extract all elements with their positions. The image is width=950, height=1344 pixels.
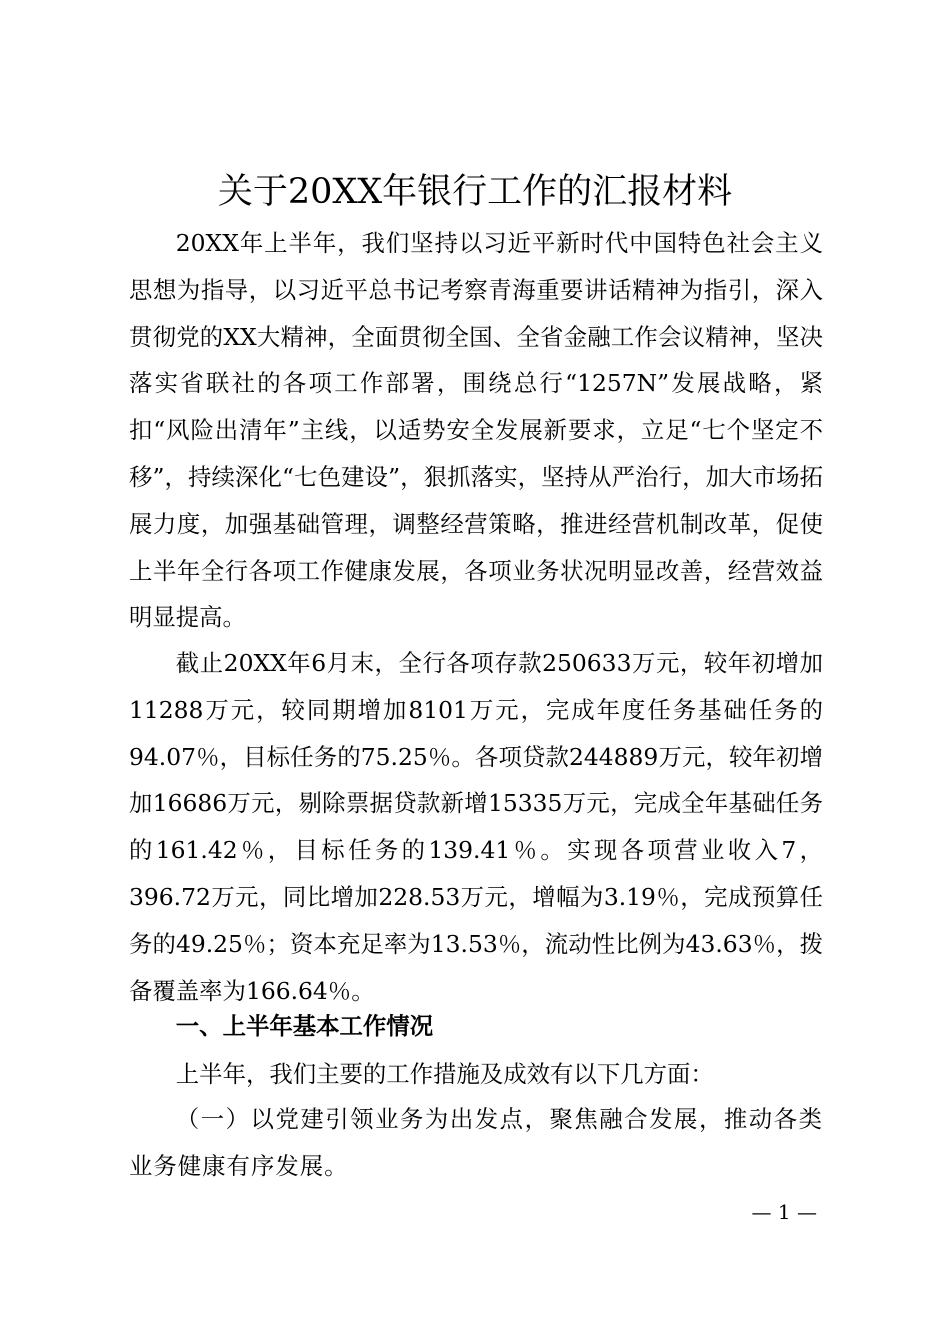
subsection-heading: （一）以党建引领业务为出发点，聚焦融合发展，推动各类业务健康有序发展。 (129, 1105, 823, 1180)
section-intro-block (129, 1051, 823, 1098)
document-title: 关于20XX年银行工作的汇报材料 (217, 172, 733, 212)
section-intro: 上半年，我们主要的工作措施及成效有以下几方面： (175, 1060, 714, 1088)
page-number: — 1 — (751, 1200, 817, 1224)
subsection-block (129, 1096, 823, 1190)
paragraph-summary (129, 220, 823, 641)
section-heading: 一、上半年基本工作情况 (175, 1012, 434, 1040)
paragraph-text: 20XX年上半年，我们坚持以习近平新时代中国特色社会主义思想为指导，以习近平总书记考察青海重要讲话精神为指引，深入贯彻党的XX大精神，全面贯彻全国、全省金融工作会议精神，坚决落实省联社的各项工作部署，围绕总行“1257N”发展战略，紧扣“风险出清年”主线，以适势安全发展新要求，立足“七个坚定不移”，持续深化“七色建设”，狠抓落实，坚持从严治行，加大市场拓展力度，加强基础管理，调整经营策略，推进经营机制改革，促使上半年全行各项工作健康发展，各项业务状况明显改善，经营效益明显提高。 (129, 229, 823, 632)
paragraph-text: 截止20XX年6月末，全行各项存款250633万元，较年初增加11288万元，较同期增加8101万元，完成年度任务基础任务的94.07％，目标任务的75.25％。各项贷款244889万元，较年初增加16686万元，剔除票据贷款新增15335万元，完成全年基础任务的161.42％，目标任务的139.41％。实现各项营业收入7，396.72万元，同比增加228.53万元，增幅为3.19％，完成预算任务的49.25％；资本充足率为13.53％，流动性比例为43.63％，拨备覆盖率为166.64％。 (129, 649, 823, 1005)
paragraph-figures (129, 640, 823, 1014)
